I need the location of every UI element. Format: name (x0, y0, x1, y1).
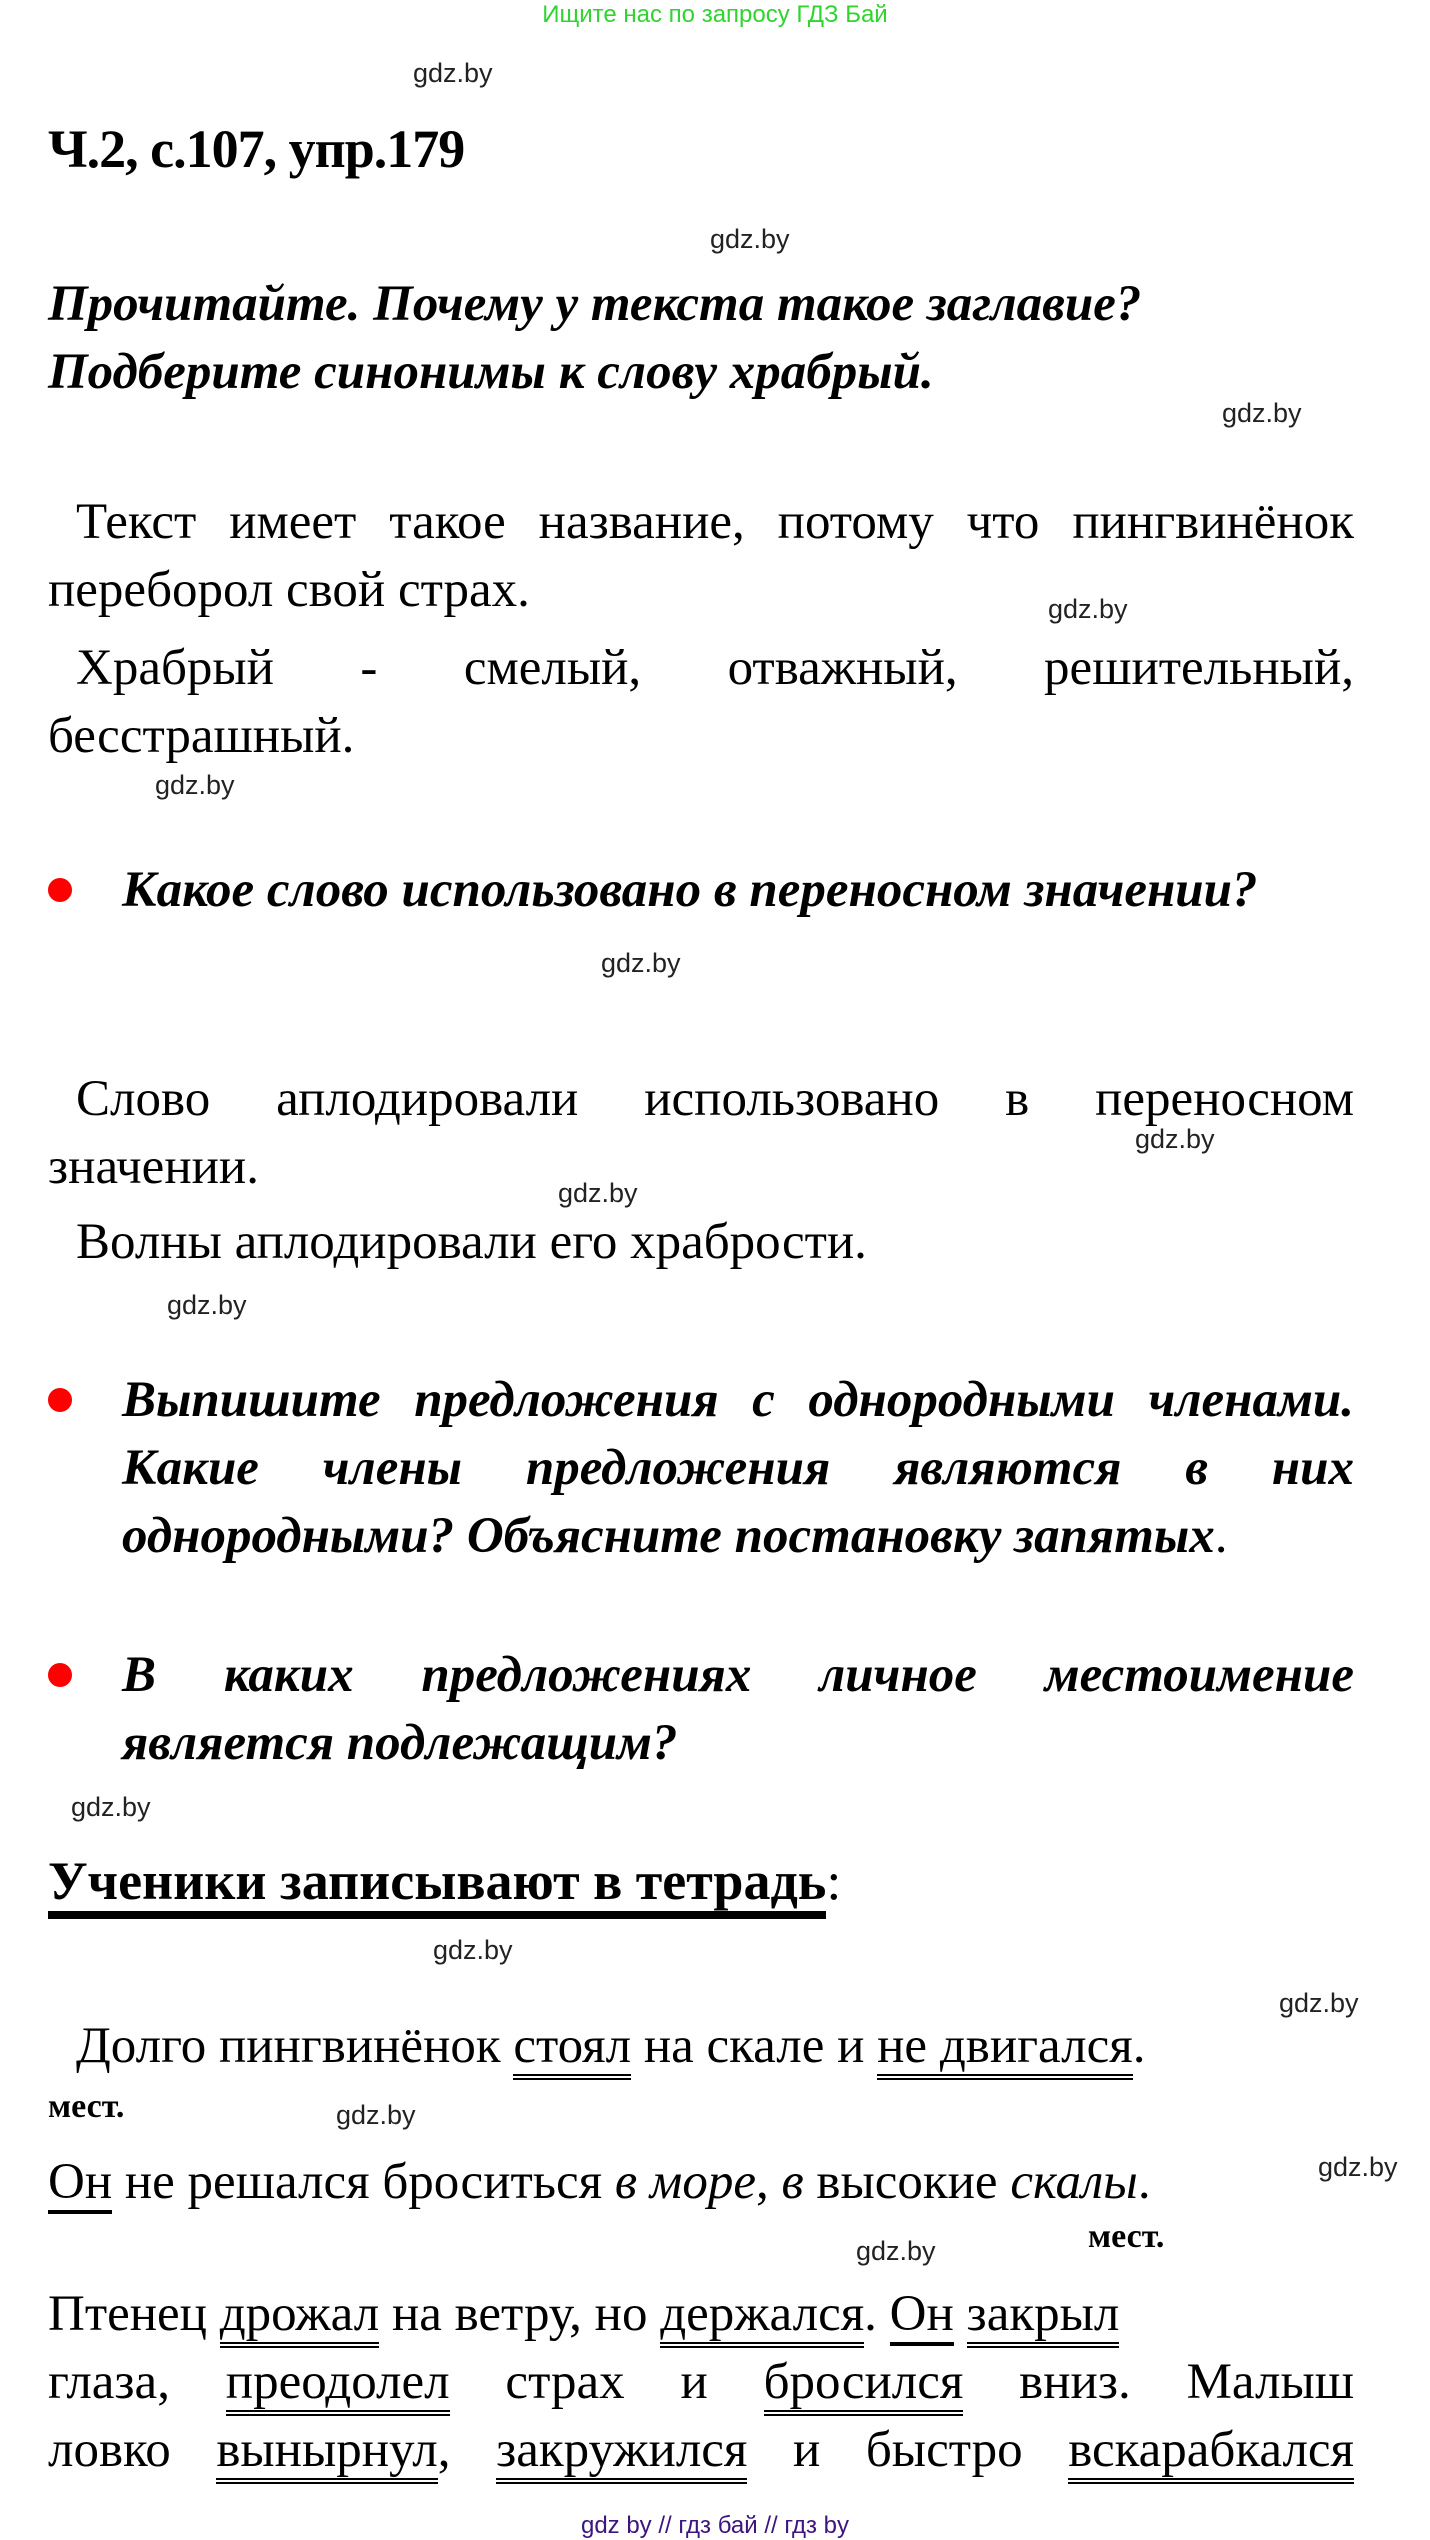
watermark: gdz.by (433, 1935, 513, 1965)
pronoun-label: мест. (48, 2088, 125, 2125)
notebook-sentence-1: Долго пингвинёнок стоял на скале и не двигался. (76, 2012, 1145, 2080)
notebook-sentence-3-line-3: ловко вынырнул, закружился и быстро вскарабкался (48, 2416, 1354, 2484)
bullet-text: Какое слово использовано в переносном значении? (122, 862, 1258, 918)
exercise-title: Ч.2, с.107, упр.179 (48, 119, 465, 179)
watermark: gdz.by (856, 2236, 936, 2266)
watermark: gdz.by (1318, 2152, 1398, 2182)
answer-synonyms: Храбрый - смелый, отважный, решительный, бесстрашный. (48, 640, 1354, 764)
watermark: gdz.by (1222, 398, 1302, 428)
answer-example-sentence: Волны аплодировали его храбрости. (76, 1214, 867, 1270)
watermark: gdz.by (1279, 1988, 1359, 2018)
watermark: gdz.by (710, 224, 790, 254)
bullet-icon (48, 878, 72, 902)
notebook-sentence-3-line-2: глаза, преодолел страх и бросился вниз. Малыш (48, 2348, 1354, 2416)
task-instruction (48, 270, 1354, 406)
notebook-sentence-2: Он не решался броситься в море, в высокие скалы. (48, 2148, 1151, 2216)
pronoun-label: мест. (1088, 2218, 1165, 2255)
watermark: gdz.by (71, 1792, 151, 1822)
bullet-text: В каких предложениях личное местоимение является подлежащим? (122, 1647, 1354, 1771)
top-banner[interactable]: Ищите нас по запросу ГДЗ Бай (542, 1, 888, 28)
watermark: gdz.by (1048, 594, 1128, 624)
footer-links[interactable]: gdz by // гдз бай // гдз by (580, 2512, 850, 2539)
notebook-sentence-3-line-1: Птенец дрожал на ветру, но держался. Он закрыл (48, 2280, 1354, 2348)
watermark: gdz.by (558, 1178, 638, 1208)
answer-figurative-word: Слово аплодировали использовано в переносном значении. (48, 1071, 1354, 1195)
task-line-2: Подберите синонимы к слову храбрый. (48, 344, 934, 400)
watermark: gdz.by (336, 2100, 416, 2130)
answer-title-reason: Текст имеет такое название, потому что пингвинёнок переборол свой страх. (48, 494, 1354, 618)
watermark: gdz.by (167, 1290, 247, 1320)
task-line-1: Прочитайте. Почему у текста такое заглавие? (48, 276, 1142, 332)
watermark: gdz.by (155, 770, 235, 800)
bullet-icon (48, 1663, 72, 1687)
bullet-question-figurative (48, 856, 1354, 924)
watermark: gdz.by (413, 58, 493, 88)
watermark: gdz.by (1135, 1124, 1215, 1154)
bullet-question-pronoun (48, 1641, 1354, 1777)
bullet-text: Выпишите предложения с однородными членами. Какие члены предложения являются в них однородными? Объясните постановку запятых. (122, 1372, 1354, 1564)
notebook-heading: Ученики записывают в тетрадь: (48, 1850, 841, 1912)
bullet-icon (48, 1388, 72, 1412)
watermark: gdz.by (601, 948, 681, 978)
bullet-question-homogeneous (48, 1366, 1354, 1570)
